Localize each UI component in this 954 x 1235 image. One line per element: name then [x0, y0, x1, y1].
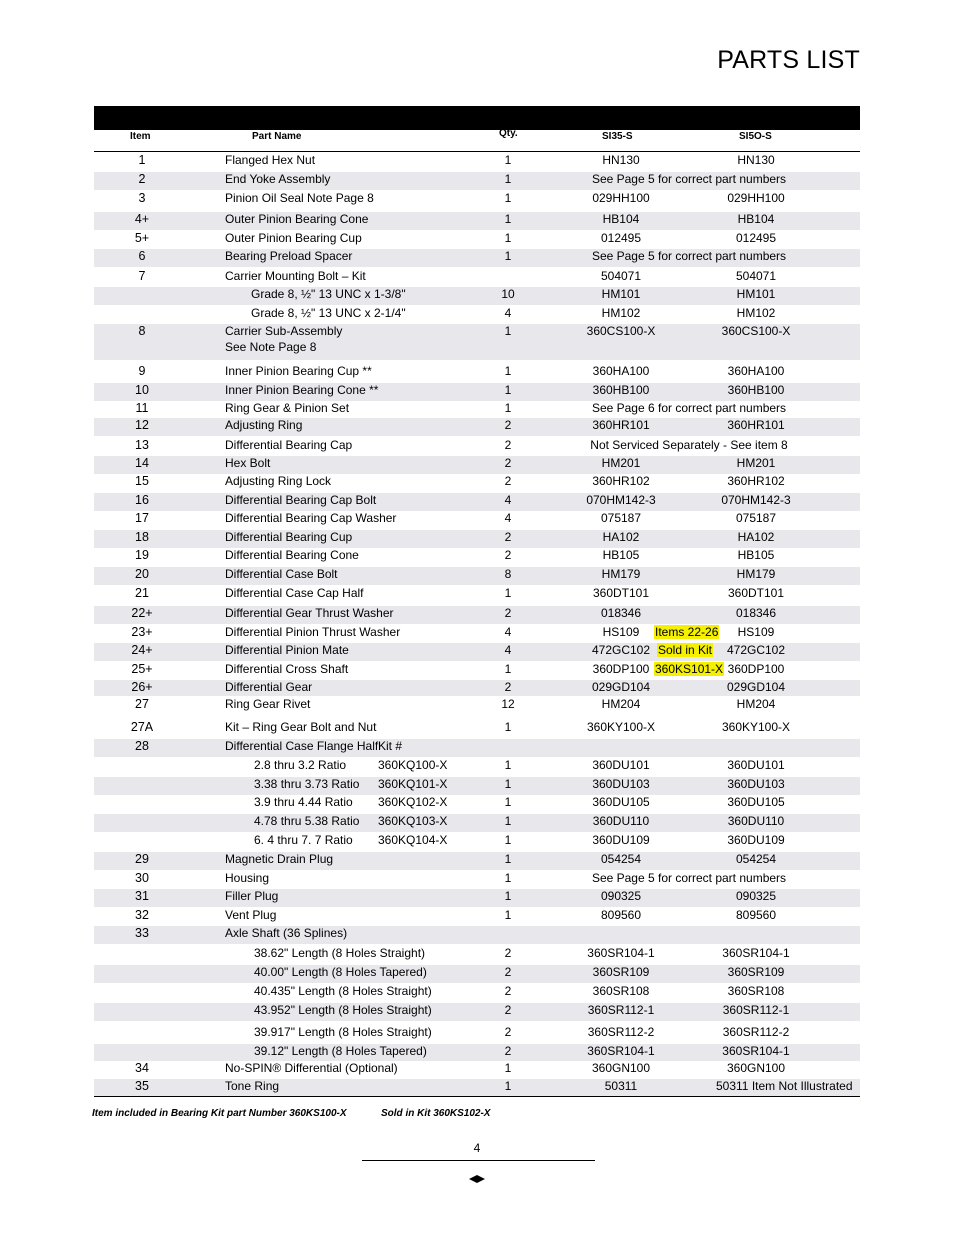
- item-number: 10: [135, 383, 149, 397]
- part-number-si50s: 360SR104-1: [722, 1044, 790, 1058]
- part-number-si50s: 360SR108: [727, 984, 785, 998]
- header-si35s: SI35-S: [602, 131, 633, 142]
- part-number-si50s: 029GD104: [726, 680, 786, 694]
- part-number-si50s: 012495: [735, 231, 777, 245]
- table-row: [94, 1044, 860, 1061]
- table-row: [94, 926, 860, 944]
- part-name: Ring Gear & Pinion Set: [225, 401, 350, 415]
- quantity: 1: [504, 908, 512, 922]
- part-number-si35s: 029HH100: [592, 191, 650, 205]
- part-name: Differential Gear Thrust Washer: [225, 606, 394, 620]
- part-name: Pinion Oil Seal Note Page 8: [225, 191, 374, 205]
- table-row: [94, 908, 860, 926]
- part-number-si35s: 360DU109: [592, 833, 650, 847]
- part-number-note: See Page 5 for correct part numbers: [591, 871, 787, 885]
- part-number-si35s: 360SR108: [592, 984, 650, 998]
- header-divider: [94, 151, 860, 152]
- table-row: [94, 567, 860, 585]
- part-number-si35s: HM204: [601, 697, 641, 711]
- part-name: Differential Case Bolt: [225, 567, 338, 581]
- part-name: Filler Plug: [225, 889, 279, 903]
- part-name: Differential Pinion Thrust Washer: [225, 625, 401, 639]
- part-number-si50s: 809560: [735, 908, 777, 922]
- quantity: 2: [504, 548, 512, 562]
- part-name: 4.78 thru 5.38 Ratio: [254, 814, 360, 828]
- table-row: [94, 493, 860, 511]
- item-number: 9: [138, 364, 146, 378]
- part-number-si50s: 360DU101: [727, 758, 785, 772]
- part-name: Carrier Mounting Bolt – Kit: [225, 269, 366, 283]
- part-number-si50s: 029HH100: [727, 191, 785, 205]
- table-header-bar: [94, 106, 860, 130]
- table-row: [94, 456, 860, 474]
- table-row: [94, 438, 860, 456]
- quantity: 2: [504, 1044, 512, 1058]
- item-number: 27A: [130, 720, 154, 734]
- page-number: 4: [473, 1141, 481, 1155]
- item-number: 1: [138, 153, 146, 167]
- table-row: [94, 1061, 860, 1079]
- table-row: [94, 1025, 860, 1043]
- item-number: 8: [138, 324, 146, 338]
- part-number-si50s: 360HA100: [727, 364, 785, 378]
- part-number-si35s: 472GC102: [591, 643, 651, 657]
- part-number-si35s: 054254: [600, 852, 642, 866]
- part-number-si50s: HS109: [737, 625, 775, 639]
- part-name: Differential Bearing Cup: [225, 530, 353, 544]
- part-number-si35s: 360SR109: [592, 965, 650, 979]
- part-number-si50s: 472GC102: [726, 643, 786, 657]
- part-name: Carrier Sub-Assembly: [225, 324, 343, 338]
- page-title: PARTS LIST: [717, 46, 860, 74]
- kit-number: 360KQ102-X: [378, 795, 448, 809]
- table-row: [94, 548, 860, 566]
- part-number-si50s: HM204: [736, 697, 776, 711]
- part-number-si35s: HA102: [602, 530, 640, 544]
- quantity: 1: [504, 212, 512, 226]
- table-row: [94, 795, 860, 813]
- quantity: 1: [504, 777, 512, 791]
- table-row: [94, 814, 860, 832]
- part-number-si35s: 809560: [600, 908, 642, 922]
- item-number: 5+: [134, 231, 150, 245]
- item-number: 17: [135, 511, 149, 525]
- part-number-si35s: 360GN100: [591, 1061, 651, 1075]
- table-row: [94, 401, 860, 419]
- part-number-si35s: HB104: [602, 212, 640, 226]
- table-row: [94, 606, 860, 624]
- quantity: 2: [504, 965, 512, 979]
- item-number: 29: [135, 852, 149, 866]
- part-number-si50s: 360DU110: [727, 814, 785, 828]
- item-number: 2: [138, 172, 146, 186]
- quantity: 2: [504, 680, 512, 694]
- table-row: [94, 871, 860, 889]
- part-number-si50s: HN130: [737, 153, 775, 167]
- quantity: 1: [504, 852, 512, 866]
- table-row: [94, 984, 860, 1002]
- item-number: 7: [138, 269, 146, 283]
- table-row: [94, 643, 860, 661]
- quantity: 1: [504, 662, 512, 676]
- part-name: Adjusting Ring Lock: [225, 474, 332, 488]
- part-name: Kit – Ring Gear Bolt and Nut: [225, 720, 377, 734]
- quantity: 1: [504, 814, 512, 828]
- part-number-si50s: 50311 Item Not Illustrated: [716, 1079, 853, 1093]
- quantity: 1: [504, 889, 512, 903]
- quantity: 1: [504, 795, 512, 809]
- quantity: 2: [504, 474, 512, 488]
- quantity: 1: [504, 249, 512, 263]
- part-name: Outer Pinion Bearing Cup: [225, 231, 362, 245]
- part-name: Tone Ring: [225, 1079, 280, 1093]
- table-row: [94, 191, 860, 209]
- table-row: [94, 889, 860, 907]
- table-row: [94, 287, 860, 305]
- kit-note-text: Items 22-26: [655, 625, 719, 639]
- kit-note-highlight: [654, 625, 719, 640]
- header-qty: Qty.: [499, 128, 518, 139]
- quantity: 1: [504, 364, 512, 378]
- quantity: 2: [504, 946, 512, 960]
- part-number-si50s: HM201: [736, 456, 776, 470]
- item-number: 30: [135, 871, 149, 885]
- table-row: [94, 965, 860, 983]
- quantity: 4: [504, 625, 512, 639]
- quantity: 1: [504, 324, 512, 338]
- part-number-si50s: 360DU103: [727, 777, 785, 791]
- table-row: [94, 153, 860, 171]
- part-number-note: Not Serviced Separately - See item 8: [590, 438, 788, 452]
- quantity: 2: [504, 530, 512, 544]
- quantity: 2: [504, 1003, 512, 1017]
- table-row: [94, 511, 860, 529]
- part-name: Differential Bearing Cap: [225, 438, 353, 452]
- part-number-si50s: 360HR102: [727, 474, 785, 488]
- item-number: 33: [135, 926, 149, 940]
- item-number: 31: [135, 889, 149, 903]
- part-number-si50s: 360GN100: [726, 1061, 786, 1075]
- part-number-note: See Page 5 for correct part numbers: [591, 172, 787, 186]
- part-number-si50s: 090325: [735, 889, 777, 903]
- table-row: [94, 758, 860, 776]
- part-number-si35s: 360DU103: [592, 777, 650, 791]
- part-number-si35s: 360DP100: [592, 662, 650, 676]
- part-name: Magnetic Drain Plug: [225, 852, 334, 866]
- part-number-si50s: 360SR112-2: [722, 1025, 790, 1039]
- part-number-si35s: HM101: [601, 287, 641, 301]
- page-footer-line: [362, 1160, 595, 1161]
- quantity: 1: [504, 153, 512, 167]
- part-number-si35s: HM102: [601, 306, 641, 320]
- kit-note-text: Sold in Kit: [657, 643, 713, 657]
- item-number: 25+: [131, 662, 153, 676]
- item-number: 21: [135, 586, 149, 600]
- part-name: 6. 4 thru 7. 7 Ratio: [254, 833, 353, 847]
- table-row: [94, 1003, 860, 1021]
- part-number-si50s: HM101: [736, 287, 776, 301]
- part-number-si35s: HM179: [601, 567, 641, 581]
- part-number-si35s: 029GD104: [591, 680, 651, 694]
- part-name: Hex Bolt: [225, 456, 271, 470]
- item-number: 23+: [131, 625, 153, 639]
- item-number: 24+: [131, 643, 153, 657]
- kit-number: Kit #: [378, 739, 403, 753]
- table-row: [94, 306, 860, 324]
- table-row: [94, 720, 860, 738]
- part-name: Flanged Hex Nut: [225, 153, 316, 167]
- table-row: [94, 625, 860, 643]
- part-number-si50s: 360HB100: [727, 383, 785, 397]
- part-number-si50s: 360DU105: [727, 795, 785, 809]
- part-name: 38.62" Length (8 Holes Straight): [254, 946, 426, 960]
- kit-number: 360KQ103-X: [378, 814, 448, 828]
- part-name: Differential Cross Shaft: [225, 662, 349, 676]
- item-number: 27: [135, 697, 149, 711]
- part-number-si35s: 360SR104-1: [587, 946, 655, 960]
- header-item: Item: [130, 131, 151, 142]
- part-name: Outer Pinion Bearing Cone: [225, 212, 369, 226]
- kit-number: 360KQ104-X: [378, 833, 448, 847]
- part-number-si35s: 50311: [604, 1079, 638, 1093]
- quantity: 10: [501, 287, 515, 301]
- part-name: Axle Shaft (36 Splines): [225, 926, 348, 940]
- table-row: [94, 364, 860, 382]
- quantity: 4: [504, 306, 512, 320]
- table-row: [94, 530, 860, 548]
- part-number-si50s: HM179: [736, 567, 776, 581]
- part-name: 3.38 thru 3.73 Ratio: [254, 777, 360, 791]
- kit-number: 360KQ101-X: [378, 777, 448, 791]
- quantity: 1: [504, 758, 512, 772]
- part-number-si50s: 075187: [735, 511, 777, 525]
- part-name: Differential Bearing Cone: [225, 548, 359, 562]
- header-part-name: Part Name: [252, 131, 302, 142]
- part-number-si35s: 360DU110: [592, 814, 650, 828]
- table-row: [94, 852, 860, 870]
- quantity: 12: [501, 697, 515, 711]
- table-row: [94, 249, 860, 267]
- table-row: [94, 474, 860, 492]
- quantity: 1: [504, 720, 512, 734]
- item-number: 28: [135, 739, 149, 753]
- part-number-si35s: 070HM142-3: [586, 493, 656, 507]
- part-name: 39.917" Length (8 Holes Straight): [254, 1025, 432, 1039]
- item-number: 18: [135, 530, 149, 544]
- part-number-si50s: 360KY100-X: [721, 720, 791, 734]
- quantity: 2: [504, 984, 512, 998]
- part-number-si50s: 360SR109: [727, 965, 785, 979]
- part-number-si50s: 070HM142-3: [721, 493, 791, 507]
- table-row: [94, 212, 860, 230]
- part-name: Vent Plug: [225, 908, 277, 922]
- part-number-si35s: 360KY100-X: [586, 720, 656, 734]
- part-name: Grade 8, ½" 13 UNC x 1-3/8": [251, 287, 406, 301]
- quantity: 4: [504, 643, 512, 657]
- part-name: Differential Bearing Cap Washer: [225, 511, 397, 525]
- quantity: 4: [504, 493, 512, 507]
- part-name: Adjusting Ring: [225, 418, 303, 432]
- diamond-icon: [469, 1175, 485, 1183]
- quantity: 1: [504, 172, 512, 186]
- part-number-si50s: HB105: [737, 548, 775, 562]
- item-number: 4+: [134, 212, 150, 226]
- quantity: 2: [504, 1025, 512, 1039]
- part-name: 39.12" Length (8 Holes Tapered): [254, 1044, 427, 1058]
- table-row: [94, 586, 860, 604]
- part-number-si35s: 090325: [600, 889, 642, 903]
- table-row: [94, 662, 860, 680]
- table-row: [94, 172, 860, 190]
- part-number-si35s: HN130: [602, 153, 640, 167]
- part-number-si50s: 360HR101: [727, 418, 785, 432]
- part-name: Differential Gear: [225, 680, 313, 694]
- quantity: 1: [504, 833, 512, 847]
- table-row: [94, 231, 860, 249]
- part-number-si35s: 360HA100: [592, 364, 650, 378]
- part-number-si35s: HB105: [602, 548, 640, 562]
- kit-number: 360KQ100-X: [378, 758, 448, 772]
- part-name: Inner Pinion Bearing Cone **: [225, 383, 379, 397]
- part-name: Ring Gear Rivet: [225, 697, 311, 711]
- kit-note-highlight: [654, 643, 716, 658]
- part-number-si50s: HA102: [737, 530, 775, 544]
- part-name: Differential Pinion Mate: [225, 643, 349, 657]
- item-number: 20: [135, 567, 149, 581]
- item-number: 26+: [131, 680, 153, 694]
- table-row: [94, 946, 860, 964]
- item-number: 14: [135, 456, 149, 470]
- part-number-si35s: 360HR101: [592, 418, 650, 432]
- table-row: [94, 383, 860, 401]
- part-number-si50s: 054254: [735, 852, 777, 866]
- part-number-si35s: 075187: [600, 511, 642, 525]
- part-name: Differential Bearing Cap Bolt: [225, 493, 377, 507]
- quantity: 1: [504, 1061, 512, 1075]
- part-name-note: See Note Page 8: [225, 340, 317, 354]
- part-number-si50s: 504071: [735, 269, 777, 283]
- item-number: 13: [135, 438, 149, 452]
- part-number-si35s: 360DT101: [592, 586, 650, 600]
- item-number: 32: [135, 908, 149, 922]
- part-number-si35s: 012495: [600, 231, 642, 245]
- part-number-note: See Page 5 for correct part numbers: [591, 249, 787, 263]
- part-number-si35s: 360SR112-2: [587, 1025, 655, 1039]
- item-number: 22+: [131, 606, 153, 620]
- item-number: 12: [135, 418, 149, 432]
- table-row: [94, 777, 860, 795]
- part-name: End Yoke Assembly: [225, 172, 331, 186]
- kit-note-text: 360KS101-X: [655, 662, 724, 676]
- footnote-sold-in-kit: Sold in Kit 360KS102-X: [381, 1108, 491, 1119]
- table-bottom-divider: [94, 1096, 860, 1097]
- part-number-si35s: 360CS100-X: [586, 324, 656, 338]
- kit-note-highlight: [654, 662, 724, 677]
- item-number: 6: [138, 249, 146, 263]
- footnote-bearing-kit: Item included in Bearing Kit part Number 360KS100-X: [92, 1108, 347, 1119]
- quantity: 1: [504, 401, 512, 415]
- item-number: 35: [135, 1079, 149, 1093]
- quantity: 4: [504, 511, 512, 525]
- quantity: 1: [504, 191, 512, 205]
- part-number-si50s: 360DT101: [727, 586, 785, 600]
- part-name: Inner Pinion Bearing Cup **: [225, 364, 372, 378]
- item-number: 34: [135, 1061, 149, 1075]
- quantity: 1: [504, 871, 512, 885]
- part-number-si50s: 360CS100-X: [721, 324, 791, 338]
- quantity: 2: [504, 606, 512, 620]
- part-number-si50s: 018346: [735, 606, 777, 620]
- quantity: 1: [504, 586, 512, 600]
- quantity: 1: [504, 231, 512, 245]
- quantity: 2: [504, 418, 512, 432]
- part-number-si50s: 360DU109: [727, 833, 785, 847]
- table-row: [94, 833, 860, 851]
- table-row: [94, 418, 860, 436]
- item-number: 16: [135, 493, 149, 507]
- table-row: [94, 697, 860, 715]
- part-number-si35s: 504071: [600, 269, 642, 283]
- table-row: [94, 739, 860, 757]
- quantity: 1: [504, 1079, 512, 1093]
- part-number-si35s: 360DU105: [592, 795, 650, 809]
- item-number: 3: [138, 191, 146, 205]
- part-number-note: See Page 6 for correct part numbers: [591, 401, 787, 415]
- part-number-si35s: 360HR102: [592, 474, 650, 488]
- part-number-si35s: 360DU101: [592, 758, 650, 772]
- part-number-si35s: 360HB100: [592, 383, 650, 397]
- part-name: 2.8 thru 3.2 Ratio: [254, 758, 347, 772]
- quantity: 8: [504, 567, 512, 581]
- header-si50s: SI5O-S: [739, 131, 772, 142]
- part-number-si50s: 360DP100: [727, 662, 785, 676]
- part-name: 3.9 thru 4.44 Ratio: [254, 795, 353, 809]
- part-name: Differential Case Cap Half: [225, 586, 364, 600]
- part-number-si50s: HB104: [737, 212, 775, 226]
- part-number-si35s: HS109: [602, 625, 640, 639]
- part-number-si35s: 360SR104-1: [587, 1044, 655, 1058]
- table-row: [94, 324, 860, 360]
- table-row: [94, 1079, 860, 1096]
- part-name: Differential Case Flange Half: [225, 739, 379, 753]
- part-number-si50s: 360SR112-1: [722, 1003, 790, 1017]
- item-number: 19: [135, 548, 149, 562]
- part-name: 40.00" Length (8 Holes Tapered): [254, 965, 427, 979]
- part-number-si50s: 360SR104-1: [722, 946, 790, 960]
- quantity: 2: [504, 456, 512, 470]
- part-number-si35s: 360SR112-1: [587, 1003, 655, 1017]
- part-name: No-SPIN® Differential (Optional): [225, 1061, 398, 1075]
- part-number-si50s: HM102: [736, 306, 776, 320]
- part-name: Housing: [225, 871, 270, 885]
- part-name: 40.435" Length (8 Holes Straight): [254, 984, 432, 998]
- quantity: 1: [504, 383, 512, 397]
- item-number: 11: [135, 401, 149, 415]
- part-number-si35s: 018346: [600, 606, 642, 620]
- quantity: 2: [504, 438, 512, 452]
- table-row: [94, 680, 860, 696]
- part-number-si35s: HM201: [601, 456, 641, 470]
- part-name: 43.952" Length (8 Holes Straight): [254, 1003, 432, 1017]
- part-name: Bearing Preload Spacer: [225, 249, 353, 263]
- part-name: Grade 8, ½" 13 UNC x 2-1/4": [251, 306, 406, 320]
- item-number: 15: [135, 474, 149, 488]
- table-row: [94, 269, 860, 287]
